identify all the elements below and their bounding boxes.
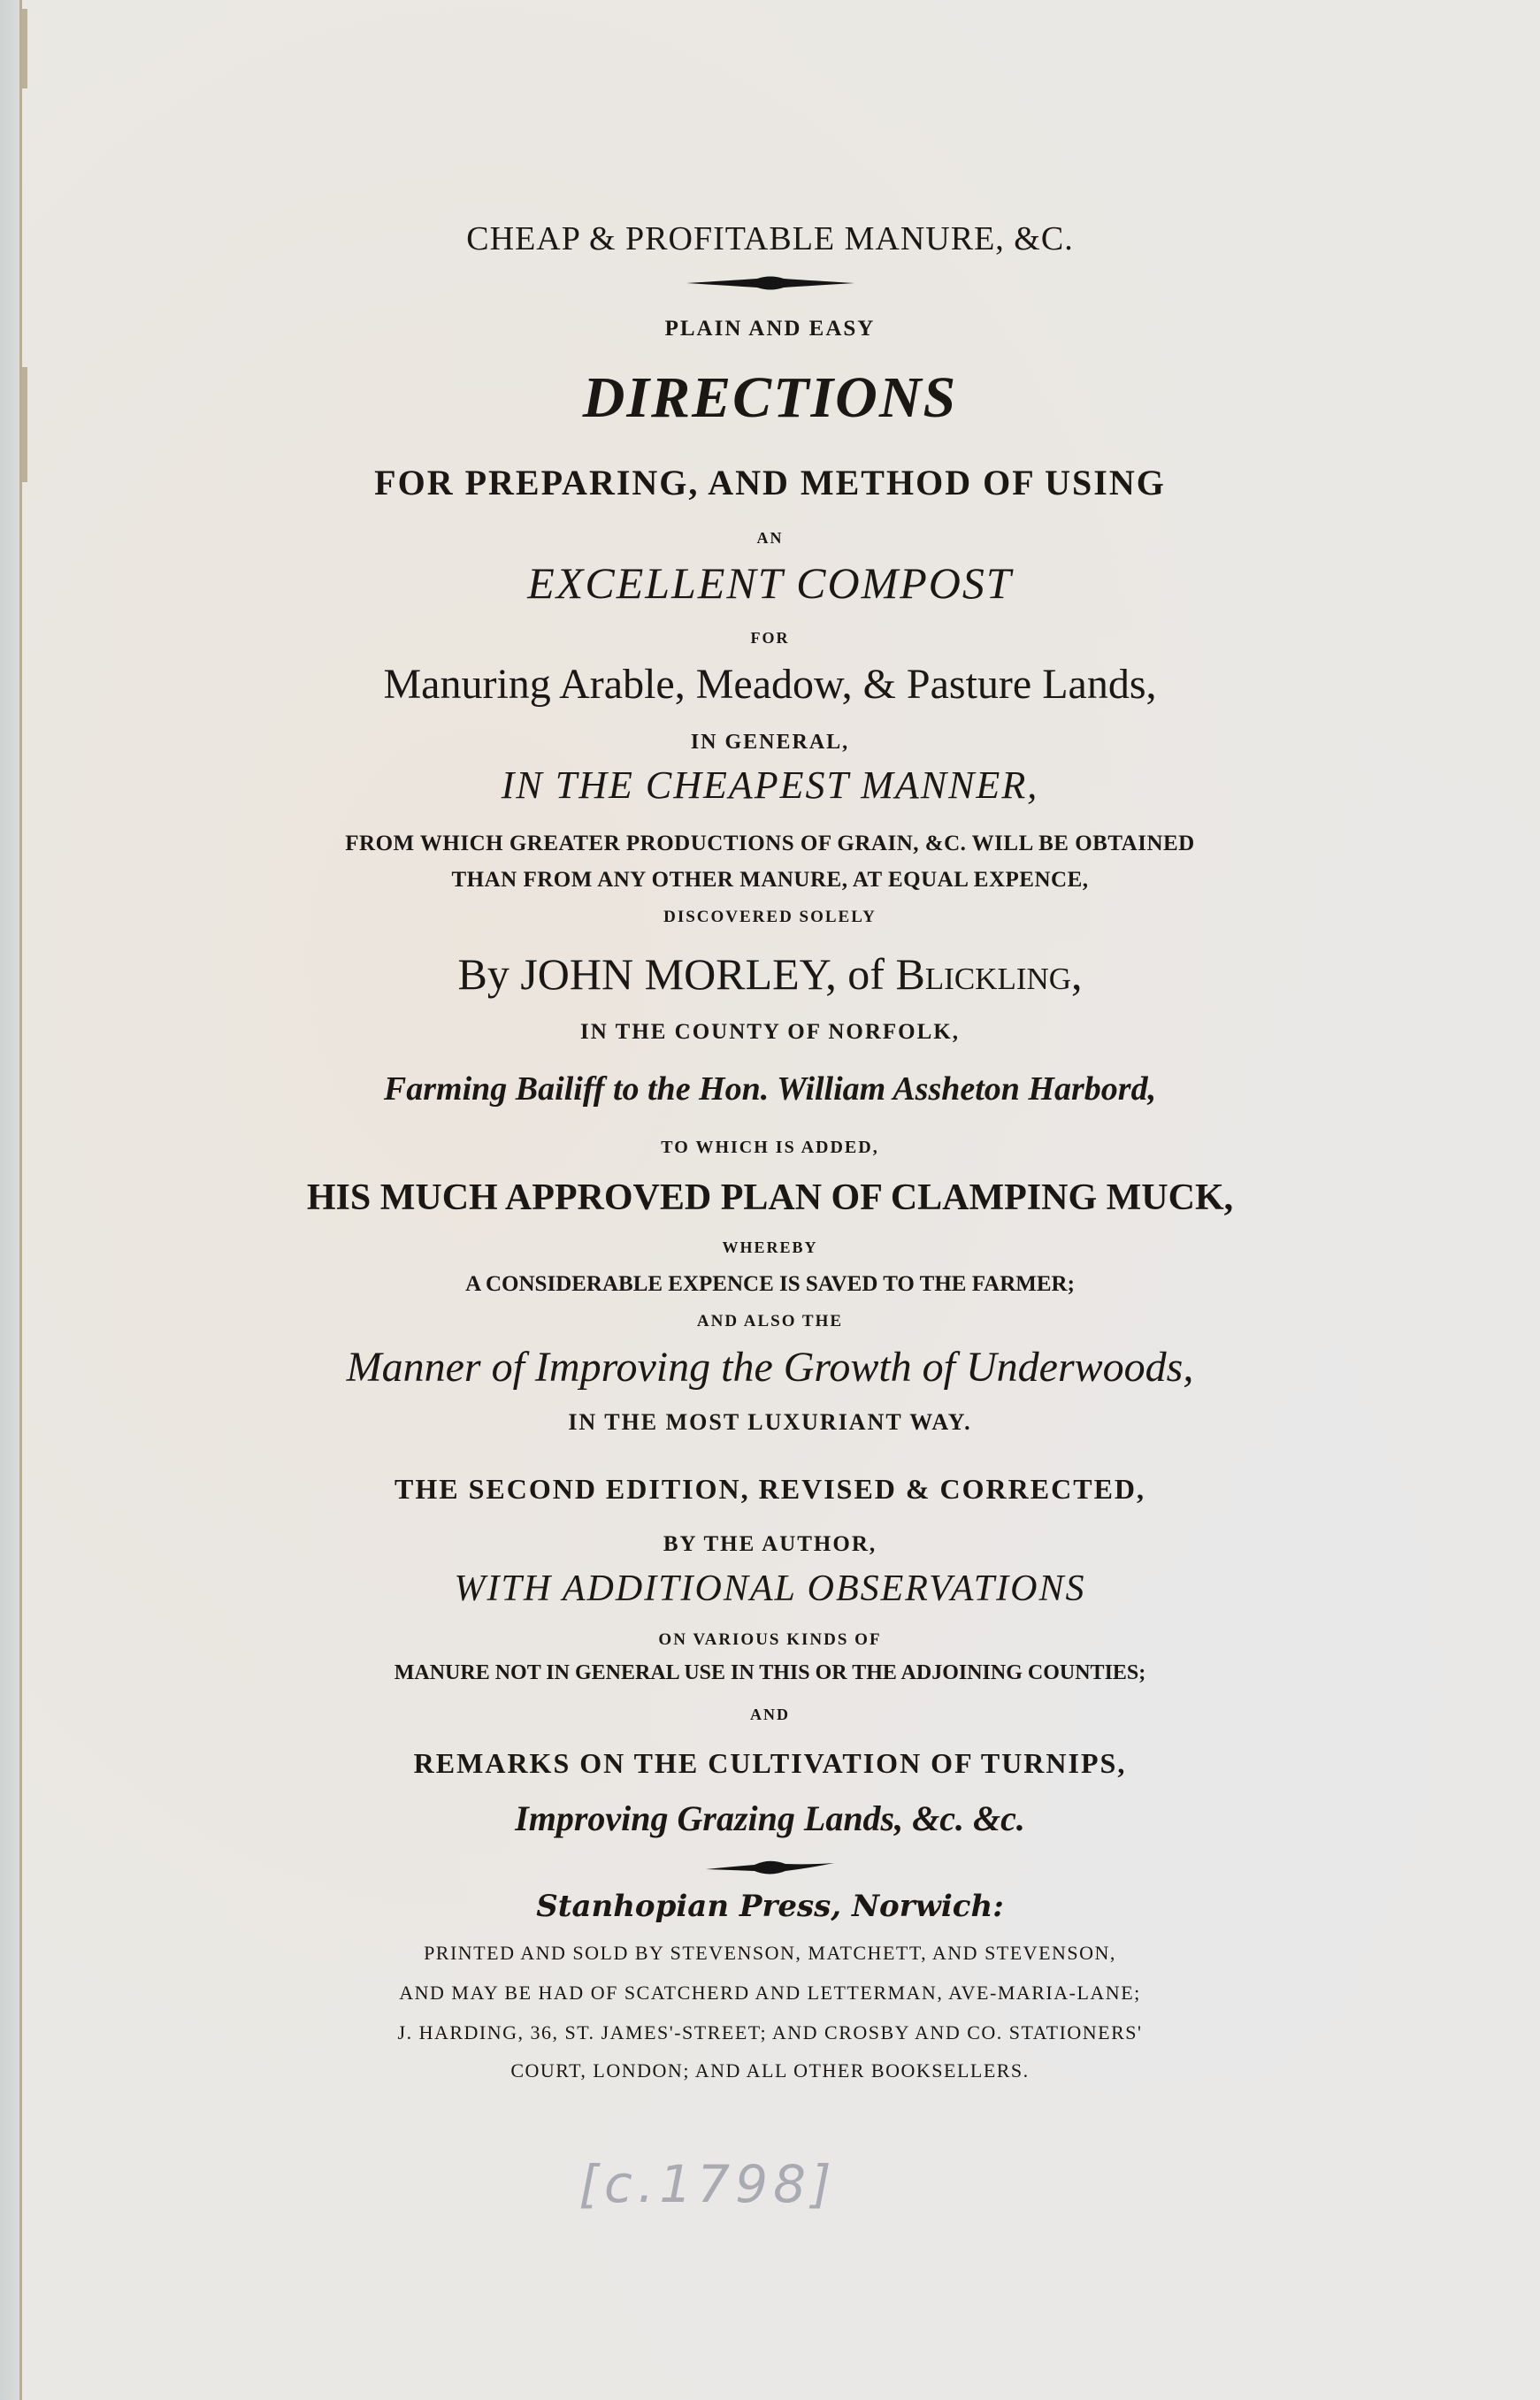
pencil-date-annotation: [c.1798]	[578, 2154, 837, 2214]
author-line	[0, 948, 1540, 1000]
rule-ornament-top	[0, 274, 1540, 292]
in-general: IN GENERAL,	[690, 731, 850, 754]
by-the-author: BY THE AUTHOR,	[663, 1532, 877, 1556]
edge-stain	[22, 9, 27, 88]
various-kinds: ON VARIOUS KINDS OF	[658, 1630, 882, 1649]
position-line: Farming Bailiff to the Hon. William Assheton Harbord,	[383, 1070, 1157, 1108]
grazing-lands: Improving Grazing Lands, &c. &c.	[515, 1798, 1025, 1838]
to-which-added: TO WHICH IS ADDED,	[661, 1138, 879, 1157]
ornament-icon	[706, 1858, 834, 1877]
additional-observations: WITH ADDITIONAL OBSERVATIONS	[454, 1568, 1086, 1609]
underwoods-line: Manner of Improving the Growth of Underwoods,	[346, 1344, 1194, 1391]
and-also-the: AND ALSO THE	[696, 1312, 844, 1330]
grain-line-2: THAN FROM ANY OTHER MANURE, AT EQUAL EXPENCE,	[451, 868, 1089, 892]
author-place: Blickling,	[895, 949, 1083, 999]
whereby: WHEREBY	[722, 1238, 818, 1256]
author-name: JOHN MORLEY	[520, 949, 826, 999]
clamping-muck: HIS MUCH APPROVED PLAN OF CLAMPING MUCK,	[306, 1177, 1234, 1218]
imprint-line-2: AND MAY BE HAD OF SCATCHERD AND LETTERMAN, AVE-MARIA-LANE;	[399, 1982, 1141, 2004]
turnips-line: REMARKS ON THE CULTIVATION OF TURNIPS,	[413, 1747, 1127, 1779]
subtitle-lands: Manuring Arable, Meadow, & Pasture Lands,	[383, 661, 1157, 708]
expence-saved: A CONSIDERABLE EXPENCE IS SAVED TO THE FARMER;	[465, 1272, 1075, 1296]
grain-line-1: FROM WHICH GREATER PRODUCTIONS OF GRAIN, &C. WILL BE OBTAINED	[345, 832, 1195, 855]
imprint-line-4: COURT, LONDON; AND ALL OTHER BOOKSELLERS.	[510, 2059, 1030, 2082]
running-title: CHEAP & PROFITABLE MANURE, &C.	[466, 220, 1074, 257]
connector-an: AN	[756, 529, 784, 547]
author-of: , of	[825, 949, 885, 999]
main-title: DIRECTIONS	[582, 365, 958, 430]
imprint-line-1: PRINTED AND SOLD BY STEVENSON, MATCHETT, AND STEVENSON,	[424, 1942, 1116, 1964]
county-line: IN THE COUNTY OF NORFOLK,	[580, 1020, 960, 1044]
manure-not-in-use: MANURE NOT IN GENERAL USE IN THIS OR THE ADJOINING COUNTIES;	[394, 1661, 1146, 1684]
pre-title: PLAIN AND EASY	[664, 317, 876, 341]
author-by: By	[457, 949, 510, 999]
connector-for: FOR	[750, 629, 790, 647]
discovered-solely: DISCOVERED SOLELY	[663, 908, 877, 926]
subtitle-preparing: FOR PREPARING, AND METHOD OF USING	[374, 463, 1166, 502]
imprint-line-3: J. HARDING, 36, ST. JAMES'-STREET; AND CROSBY AND CO. STATIONERS'	[397, 2021, 1143, 2043]
subtitle-compost: EXCELLENT COMPOST	[527, 558, 1013, 608]
luxuriant-way: IN THE MOST LUXURIANT WAY.	[568, 1409, 972, 1435]
press-name: Stanhopian Press, Norwich:	[536, 1889, 1004, 1924]
and-connector: AND	[750, 1706, 790, 1723]
rule-ornament-bottom	[0, 1858, 1540, 1877]
cheapest-manner: IN THE CHEAPEST MANNER,	[501, 763, 1039, 807]
edition-line: THE SECOND EDITION, REVISED & CORRECTED,	[394, 1473, 1146, 1505]
ornament-icon	[686, 274, 854, 292]
